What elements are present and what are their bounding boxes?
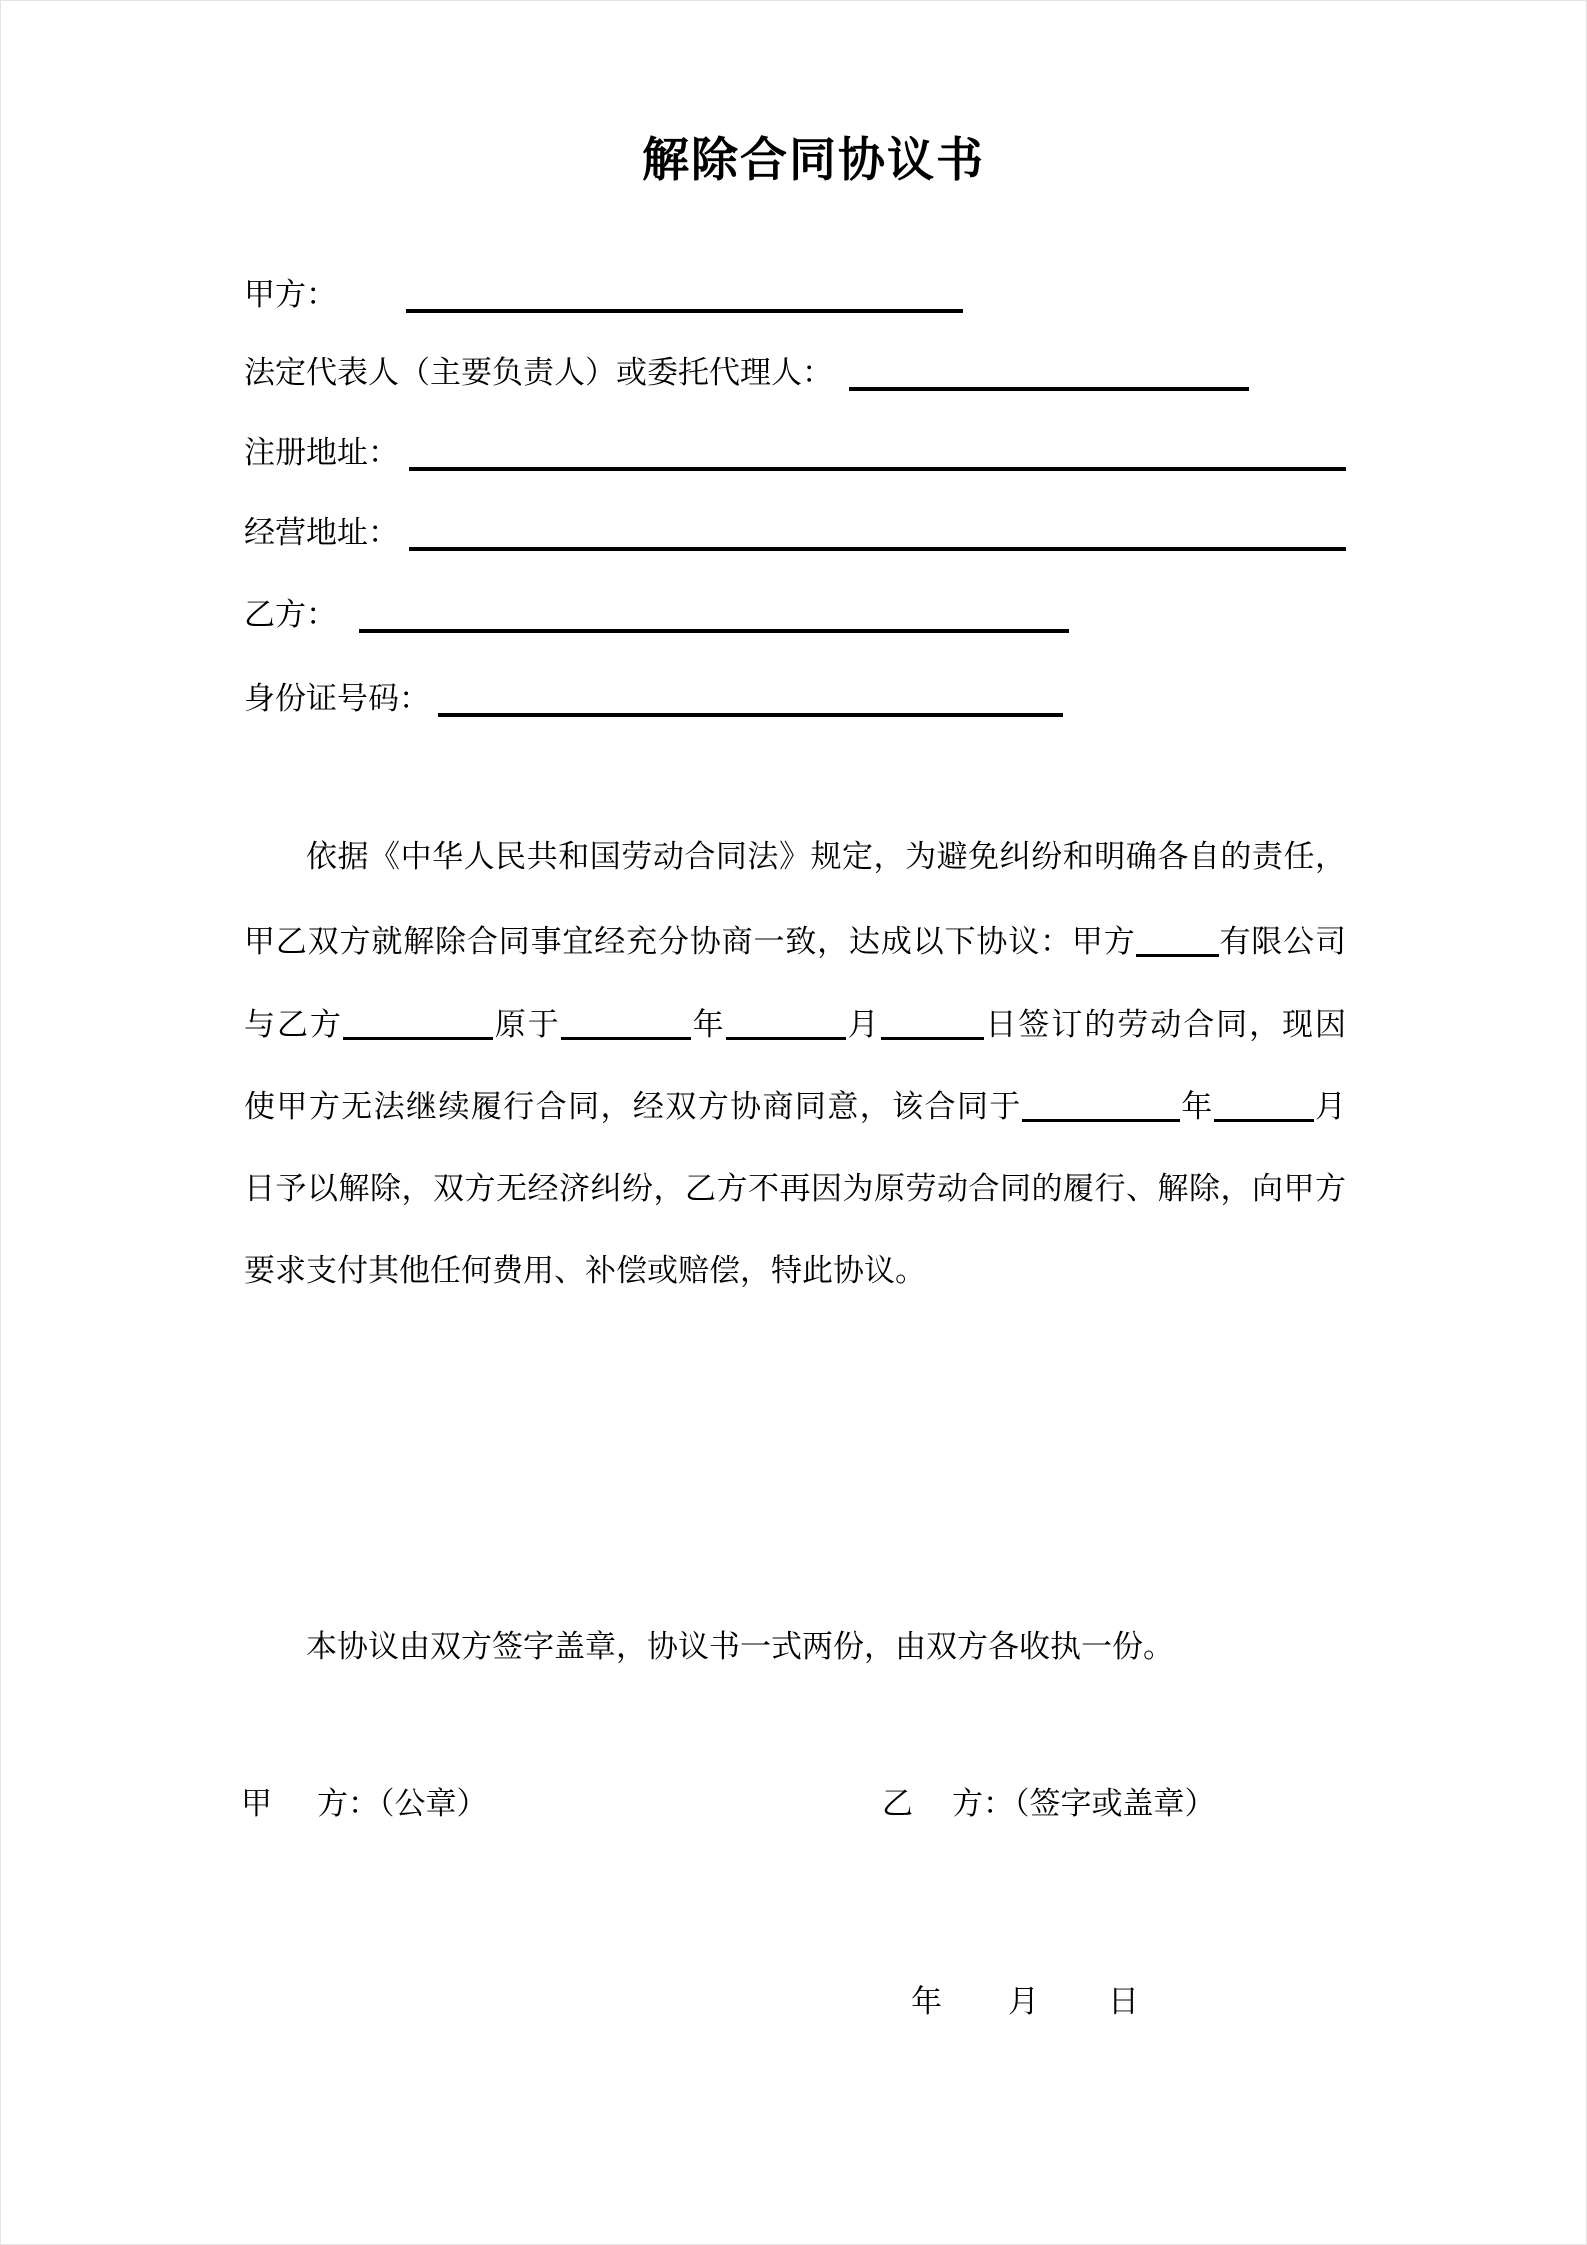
body-line-5 <box>244 1169 1346 1209</box>
field-blank-registered-address[interactable] <box>409 467 1346 471</box>
field-label-business-address: 经营地址： <box>244 515 399 550</box>
field-blank-business-address[interactable] <box>409 547 1346 551</box>
field-label-legal-rep: 法定代表人（主要负责人）或委托代理人： <box>244 355 833 390</box>
body-text: 要求支付其他任何费用、补偿或赔偿，特此协议。 <box>244 1253 926 1288</box>
closing-paragraph: 本协议由双方签字盖章，协议书一式两份，由双方各收执一份。 <box>306 1629 1174 1664</box>
body-text: 月 <box>845 1007 881 1042</box>
field-label-party-a: 甲方： <box>244 277 337 312</box>
signature-party-a-prefix: 甲 <box>241 1786 272 1821</box>
body-text: 甲乙双方就解除合同事宜经充分协商一致，达成以下协议：甲方 <box>244 924 1136 959</box>
date-line <box>911 1982 1139 2022</box>
field-label-registered-address: 注册地址： <box>244 435 399 470</box>
body-line-6 <box>244 1251 1346 1291</box>
day-label: 日 <box>1108 1984 1139 2019</box>
inline-blank-term-year[interactable] <box>1022 1119 1180 1122</box>
page-title: 解除合同协议书 <box>642 135 985 187</box>
body-text: 原于 <box>492 1007 561 1042</box>
inline-blank-party-b-name[interactable] <box>343 1037 493 1040</box>
field-blank-party-b[interactable] <box>359 629 1069 633</box>
body-line-3 <box>244 1005 1346 1045</box>
field-label-id-number: 身份证号码： <box>244 681 430 716</box>
signature-party-b-prefix: 乙 <box>882 1786 913 1821</box>
year-label: 年 <box>911 1984 942 2019</box>
body-text: 年 <box>690 1007 726 1042</box>
body-text: 日签订的劳动合同，现因 <box>983 1007 1347 1042</box>
body-text: 月 <box>1313 1089 1347 1124</box>
field-blank-party-a[interactable] <box>406 309 963 313</box>
signature-party-a-rest: 方：（公章） <box>317 1786 488 1821</box>
signature-party-b-rest: 方：（签字或盖章） <box>952 1786 1216 1821</box>
body-text: 日予以解除，双方无经济纠纷，乙方不再因为原劳动合同的履行、解除，向甲方 <box>244 1171 1346 1206</box>
body-line-2 <box>244 922 1346 962</box>
inline-blank-company-name[interactable] <box>1136 954 1219 957</box>
body-line-1 <box>244 837 1346 877</box>
signature-party-a <box>241 1784 488 1824</box>
field-blank-legal-rep[interactable] <box>849 387 1249 391</box>
inline-blank-orig-day[interactable] <box>881 1037 984 1040</box>
body-text: 使甲方无法继续履行合同，经双方协商同意，该合同于 <box>244 1089 1022 1124</box>
signature-party-b <box>882 1784 1216 1824</box>
field-blank-id-number[interactable] <box>438 713 1063 717</box>
inline-blank-orig-year[interactable] <box>561 1037 691 1040</box>
inline-blank-orig-month[interactable] <box>726 1037 846 1040</box>
body-line-4 <box>244 1087 1346 1127</box>
body-text: 年 <box>1179 1089 1214 1124</box>
body-text: 与乙方 <box>244 1007 343 1042</box>
month-label: 月 <box>1008 1984 1039 2019</box>
body-text: 有限公司 <box>1218 924 1346 959</box>
field-label-party-b: 乙方： <box>244 597 337 632</box>
inline-blank-term-month[interactable] <box>1214 1119 1314 1122</box>
body-text: 依据《中华人民共和国劳动合同法》规定，为避免纠纷和明确各自的责任， <box>306 839 1346 874</box>
